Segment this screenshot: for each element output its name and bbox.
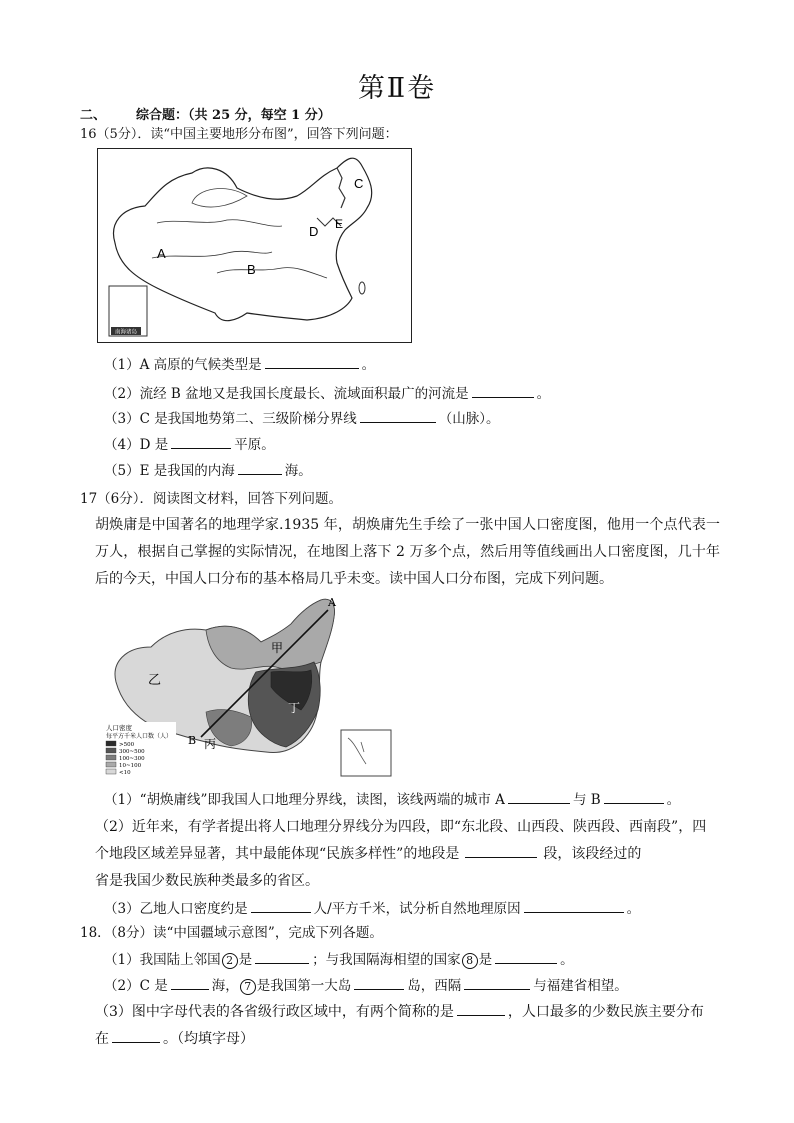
answer-blank[interactable] bbox=[495, 951, 557, 964]
answer-blank[interactable] bbox=[472, 385, 534, 398]
section-number: 二、 bbox=[80, 108, 107, 123]
q18-item-1-shi: 是 bbox=[238, 952, 253, 968]
answer-blank[interactable] bbox=[360, 410, 436, 423]
pop-label-jia: 甲 bbox=[271, 641, 284, 655]
q16-item-5-end: 海。 bbox=[284, 463, 312, 479]
legend-swatch bbox=[106, 769, 116, 774]
q16-stem: 16（5分）．读“中国主要地形分布图”，回答下列问题： bbox=[80, 127, 398, 142]
q16-item-3-text: （3）C 是我国地势第二、三级阶梯分界线 bbox=[104, 411, 357, 427]
answer-blank[interactable] bbox=[238, 462, 282, 475]
section-heading bbox=[80, 104, 331, 123]
legend-swatch bbox=[106, 748, 116, 753]
q18-item-3 bbox=[95, 999, 720, 1053]
q17-item-1-mid: 与 B bbox=[572, 792, 601, 808]
legend-subtitle: 每平方千米人口数（人） bbox=[106, 733, 173, 740]
q18-item-1-mid: ；与我国隔海相望的国家 bbox=[312, 952, 461, 968]
q16-item-1-text: （1）A 高原的气候类型是 bbox=[104, 357, 262, 373]
q17-item-2-line2b: 段，该段经过的 bbox=[543, 846, 642, 862]
pop-label-yi: 乙 bbox=[148, 673, 162, 688]
q18-item-3-line2b: 。（均填字母） bbox=[163, 1031, 254, 1047]
q18-item-2-mid: 是我国第一大岛 bbox=[256, 978, 352, 994]
answer-blank[interactable] bbox=[171, 977, 209, 990]
map-label-d: D bbox=[309, 224, 319, 239]
q17-item-2-line1: （2）近年来，有学者提出将人口地理分界线分为四段，即“东北段、山西段、陕西段、西南段”，四 bbox=[95, 819, 707, 835]
q18-item-1-shi2: 是 bbox=[478, 952, 493, 968]
q16-item-4 bbox=[104, 433, 275, 453]
q18-item-2-text: （2）C 是 bbox=[104, 978, 168, 994]
q17-item-1-end: 。 bbox=[666, 792, 681, 808]
q16-item-1-end: 。 bbox=[361, 357, 376, 373]
pop-label-ding: 丁 bbox=[288, 701, 301, 715]
q16-item-5-text: （5）E 是我国的内海 bbox=[104, 463, 235, 479]
q18-item-2-island: 岛，西隔 bbox=[407, 978, 462, 994]
q18-item-3-line1a: （3）图中字母代表的各省级行政区域中，有两个简称的是 bbox=[95, 1004, 454, 1020]
q17-item-2-line2a: 个地段区域差异显著，其中最能体现“民族多样性”的地段是 bbox=[95, 846, 460, 862]
q16-item-1 bbox=[104, 353, 375, 373]
q17-item-1-text: （1）“胡焕庸线”即我国人口地理分界线，读图，该线两端的城市 A bbox=[104, 792, 505, 808]
q16-item-4-text: （4）D 是 bbox=[104, 437, 169, 453]
q17-paragraph: 胡焕庸是中国著名的地理学家.1935 年，胡焕庸先生手绘了一张中国人口密度图，他用一个点代表一万人，根据自己掌握的实际情况，在地图上落下 2 万多个点，然后用等值线画出人口密度图，几十年后的今天，中国人口分布的基本格局几乎未变。读中国人口分布图，完成下列问题。 bbox=[95, 517, 720, 587]
q17-item-3-text: （3）乙地人口密度约是 bbox=[104, 901, 248, 917]
answer-blank[interactable] bbox=[265, 356, 359, 369]
q18-item-1-end: 。 bbox=[560, 952, 574, 968]
q18-item-1-text: （1）我国陆上邻国 bbox=[104, 952, 221, 968]
pop-label-b: B bbox=[188, 734, 197, 747]
page-title: 第Ⅱ卷 bbox=[357, 73, 437, 104]
q17-item-2-line3: 省是我国少数民族种类最多的省区。 bbox=[95, 873, 319, 889]
q18-item-2 bbox=[104, 974, 628, 995]
legend-swatch bbox=[106, 762, 116, 767]
answer-blank[interactable] bbox=[251, 900, 311, 913]
q18-item-3-line1b: ，人口最多的少数民族主要分布 bbox=[507, 1004, 704, 1020]
legend-swatch bbox=[106, 741, 116, 746]
answer-blank[interactable] bbox=[464, 977, 530, 990]
china-terrain-map bbox=[97, 148, 412, 343]
q18-stem: 18．（8分）读“中国疆域示意图”，完成下列各题。 bbox=[80, 925, 383, 941]
map-label-a: A bbox=[157, 246, 166, 261]
legend-label: >500 bbox=[119, 742, 135, 748]
circled-number: 7 bbox=[240, 979, 256, 995]
inset-label: 南海诸岛 bbox=[114, 329, 138, 336]
legend-label: 300~500 bbox=[119, 749, 145, 755]
map-label-c: C bbox=[354, 176, 364, 191]
q18-item-2-sea: 海， bbox=[211, 978, 239, 994]
section-label: 综合题：（共 25 分，每空 1 分） bbox=[136, 108, 331, 123]
map-label-b: B bbox=[247, 262, 256, 277]
q18-item-1 bbox=[104, 948, 574, 969]
pop-label-a: A bbox=[328, 596, 336, 609]
answer-blank[interactable] bbox=[604, 791, 664, 804]
legend-title: 人口密度 bbox=[106, 724, 132, 732]
map-label-e: E bbox=[335, 217, 344, 231]
q17-item-3 bbox=[104, 897, 640, 917]
answer-blank[interactable] bbox=[112, 1030, 160, 1043]
legend-swatch bbox=[106, 755, 116, 760]
q16-item-3 bbox=[104, 407, 499, 427]
answer-blank[interactable] bbox=[524, 900, 624, 913]
answer-blank[interactable] bbox=[508, 791, 570, 804]
q16-item-4-end: 平原。 bbox=[234, 437, 275, 453]
answer-blank[interactable] bbox=[465, 845, 537, 858]
answer-blank[interactable] bbox=[171, 436, 231, 449]
answer-blank[interactable] bbox=[354, 977, 404, 990]
circled-number: 2 bbox=[222, 953, 238, 969]
q17-item-2 bbox=[95, 814, 720, 895]
q16-item-2 bbox=[104, 382, 550, 402]
q18-item-3-line2a: 在 bbox=[95, 1031, 109, 1047]
legend-label: <10 bbox=[119, 770, 131, 776]
q16-item-3-end: （山脉）。 bbox=[438, 411, 500, 427]
legend-label: 100~300 bbox=[119, 756, 145, 762]
china-population-map bbox=[96, 592, 396, 780]
q17-item-3-end: 。 bbox=[626, 901, 641, 917]
q18-item-2-end: 与福建省相望。 bbox=[533, 978, 628, 994]
q17-item-1 bbox=[104, 788, 680, 808]
answer-blank[interactable] bbox=[457, 1003, 505, 1016]
q16-item-5 bbox=[104, 459, 312, 479]
circled-number: 8 bbox=[462, 953, 478, 969]
pop-label-bing: 丙 bbox=[204, 737, 217, 751]
q17-item-3-mid: 人/平方千米，试分析自然地理原因 bbox=[313, 901, 521, 917]
answer-blank[interactable] bbox=[255, 951, 309, 964]
legend-label: 10~100 bbox=[119, 763, 142, 769]
q16-item-2-text: （2）流经 B 盆地又是我国长度最长、流域面积最广的河流是 bbox=[104, 386, 469, 402]
q16-item-2-end: 。 bbox=[536, 386, 551, 402]
q17-stem: 17（6分）．阅读图文材料，回答下列问题。 bbox=[80, 491, 343, 507]
